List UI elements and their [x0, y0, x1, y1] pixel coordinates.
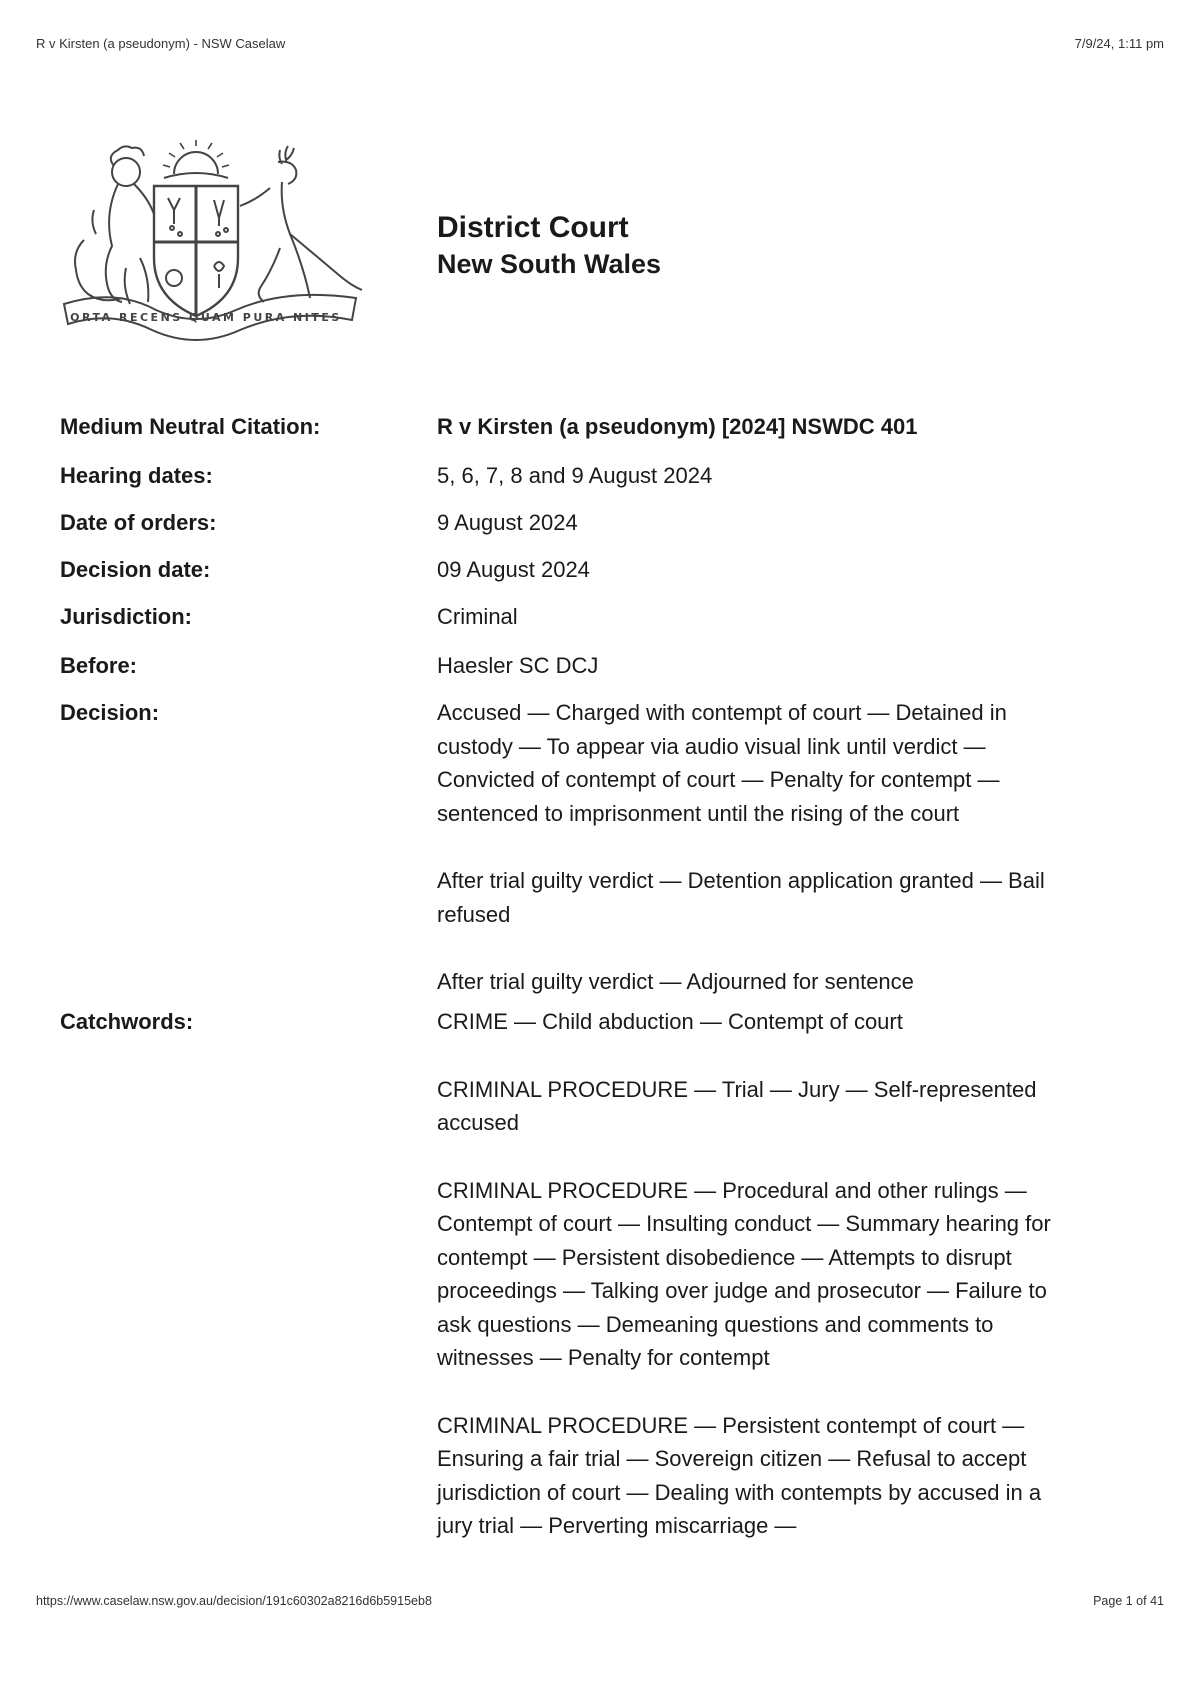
page-title: R v Kirsten (a pseudonym) - NSW Caselaw: [36, 36, 286, 51]
court-state: New South Wales: [437, 249, 662, 279]
decision-label: Decision:: [60, 700, 160, 725]
jurisdiction-value: Criminal: [437, 604, 518, 629]
citation-label: Medium Neutral Citation:: [60, 414, 321, 439]
before-value: Haesler SC DCJ: [437, 653, 599, 678]
catchwords-paragraph: CRIMINAL PROCEDURE — Trial — Jury — Self-represented accused: [437, 1076, 1037, 1135]
decision-text: [437, 696, 1080, 1005]
print-datetime: 7/9/24, 1:11 pm: [1074, 36, 1164, 51]
decision-paragraph: After trial guilty verdict — Detention application granted — Bail refused: [437, 868, 1045, 927]
orders-value: 9 August 2024: [437, 510, 578, 535]
catchwords-paragraph: CRIME — Child abduction — Contempt of court: [437, 1009, 903, 1034]
catchwords-label: Catchwords:: [60, 1009, 194, 1034]
row-jurisdiction: [60, 600, 1080, 649]
page-url: https://www.caselaw.nsw.gov.au/decision/191c60302a8216d6b5915eb8: [36, 1594, 432, 1608]
crest-motto: ORTA RECENS QUAM PURA NITES: [70, 311, 342, 324]
court-heading: [437, 210, 661, 282]
before-label: Before:: [60, 653, 138, 678]
decision-paragraph: After trial guilty verdict — Adjourned for sentence: [437, 969, 914, 994]
case-details: [60, 410, 1080, 1543]
row-catchwords: [60, 1005, 1080, 1543]
page-number: Page 1 of 41: [1093, 1594, 1164, 1608]
print-footer: [36, 1594, 1164, 1608]
citation-value: R v Kirsten (a pseudonym) [2024] NSWDC 401: [437, 414, 918, 439]
hearing-label: Hearing dates:: [60, 463, 213, 488]
row-decision-date: [60, 553, 1080, 600]
decision-date-label: Decision date:: [60, 557, 211, 582]
orders-label: Date of orders:: [60, 510, 217, 535]
catchwords-paragraph: CRIMINAL PROCEDURE — Procedural and other rulings — Contempt of court — Insulting conduct — Summary hearing for contempt — Persistent disobedience — Attempts to disrupt proceedings — Talking over judge and prosecutor — Failure to ask questions — Demeaning questions and comments to witnesses — Penalty for contempt: [437, 1177, 1051, 1370]
print-header: [36, 36, 1164, 51]
row-decision: [60, 696, 1080, 1005]
row-before: [60, 649, 1080, 696]
jurisdiction-label: Jurisdiction:: [60, 604, 193, 629]
decision-date-value: 09 August 2024: [437, 557, 590, 582]
court-name: District Court: [437, 211, 629, 244]
row-hearing-dates: [60, 459, 1080, 506]
catchwords-paragraph: CRIMINAL PROCEDURE — Persistent contempt of court — Ensuring a fair trial — Sovereign citizen — Refusal to accept jurisdiction of court — Dealing with contempts by accused in a jury trial — Perverting miscarriage —: [437, 1412, 1042, 1538]
row-citation: [60, 410, 1080, 459]
row-date-of-orders: [60, 506, 1080, 553]
nsw-coat-of-arms-icon: [56, 138, 366, 356]
decision-paragraph: Accused — Charged with contempt of court — Detained in custody — To appear via audio visual link until verdict — Convicted of contempt of court — Penalty for contempt — sentenced to imprisonment until the rising of the court: [437, 700, 1007, 826]
catchwords-text: [437, 1005, 1080, 1543]
hearing-value: 5, 6, 7, 8 and 9 August 2024: [437, 463, 713, 488]
